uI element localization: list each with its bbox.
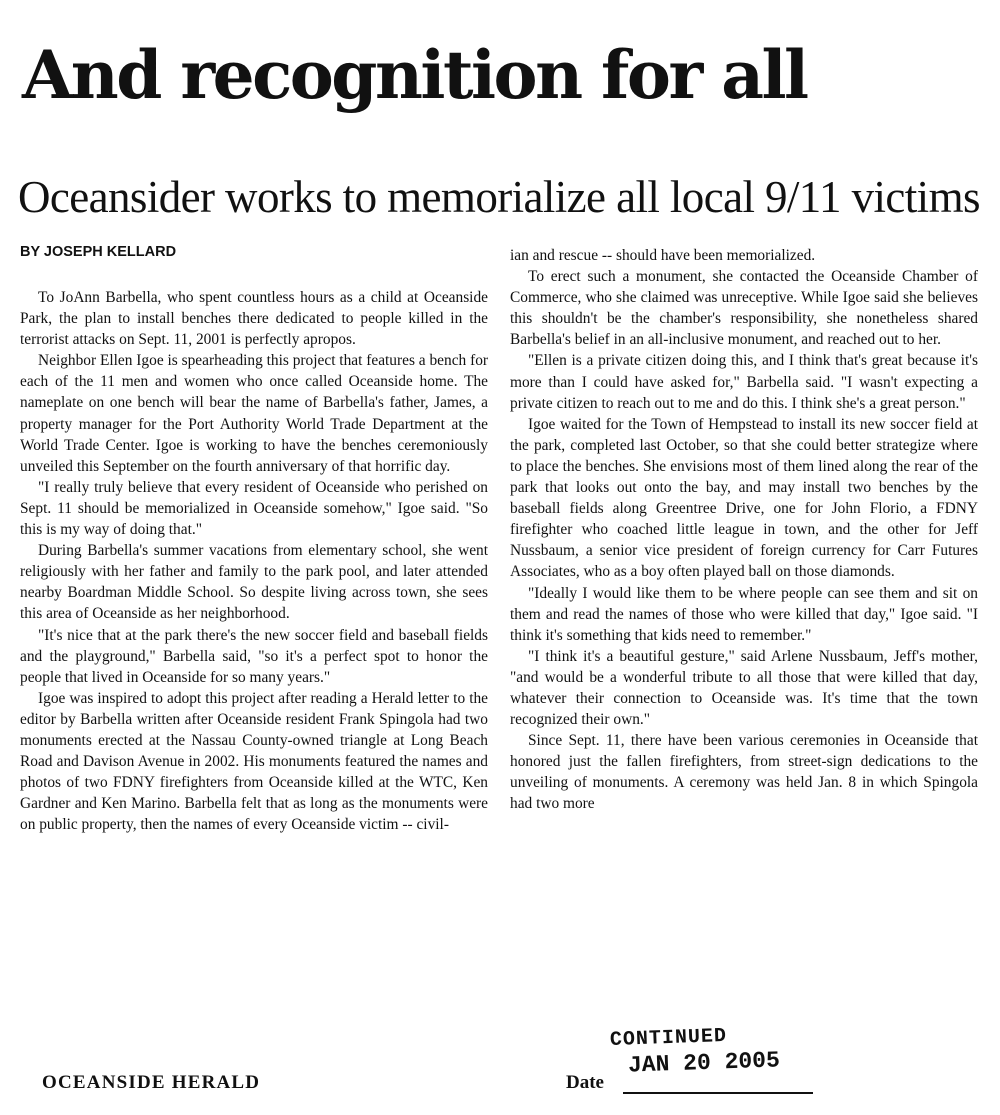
subheadline: Oceansider works to memorialize all local 9/11 victims — [18, 172, 980, 222]
paragraph: "Ellen is a private citizen doing this, and I think that's great because it's more than I could have asked for," Barbella said. "I wasn't expecting a private citizen to reach out to me and do this. I think she's a great person." — [510, 352, 978, 412]
paragraph: Igoe was inspired to adopt this project after reading a Herald letter to the editor by Barbella written after Oceanside resident Frank Spingola had two monuments erected at the Nassau County-owned triangle at Long Beach Road and Davison Avenue in 2002. His monuments featured the names and photos of two FDNY firefighters from Oceanside killed at the WTC, Ken Gardner and Ken Marino. Barbella felt that as long as the monuments were on public property, then the names of every Oceanside victim -- civil- — [20, 689, 488, 834]
paragraph: Neighbor Ellen Igoe is spearheading this project that features a bench for each of the 11 men and women who once called Oceanside home. The nameplate on one bench will bear the name of Barbella's father, James, a property manager for the Port Authority World Trade Department at the World Trade Center. Igoe is working to have the benches ceremoniously unveiled this September on the fourth anniversary of that horrific day. — [20, 352, 489, 475]
article-column-2 — [510, 245, 978, 815]
stamp-date: JAN 20 2005 — [627, 1047, 781, 1079]
date-underline — [623, 1092, 813, 1094]
publication-name: OCEANSIDE HERALD — [42, 1072, 261, 1093]
paragraph: Igoe waited for the Town of Hempstead to install its new soccer field at the park, completed last October, so that she could better strategize where to place the benches. She envisions most of them lined along the rear of the park that looks out onto the bay, and may install two benches by the baseball fields along Greentree Drive, one for John Florio, a FDNY firefighter who coached little league in town, and the other for Jeff Nussbaum, a senior vice president of foreign currency for Carr Futures Associates, who as a boy often played ball on those diamonds. — [510, 415, 978, 581]
paragraph: "I really truly believe that every resident of Oceanside who perished on Sept. 11 should be memorialized in Oceanside somehow," Igoe said. "So this is my way of doing that." — [20, 478, 488, 539]
headline: And recognition for all — [22, 36, 807, 114]
paragraph: During Barbella's summer vacations from elementary school, she went religiously with her father and family to the park pool, and later attended nearby Boardman Middle School. So despite living across town, she sees this area of Oceanside as her neighborhood. — [20, 542, 488, 623]
date-label: Date — [566, 1072, 604, 1093]
paragraph: "Ideally I would like them to be where people can see them and sit on them and read the names of those who were killed that day," Igoe said. "I think it's something that kids need to remember." — [510, 584, 978, 644]
paragraph-continuation: ian and rescue -- should have been memorialized. — [510, 247, 816, 264]
paragraph: "I think it's a beautiful gesture," said Arlene Nussbaum, Jeff's mother, "and would be a wonderful tribute to all those that were killed that day, whatever their connection to Oceanside was. It's time that the town recognized their own." — [510, 647, 978, 729]
article-column-1 — [20, 287, 488, 835]
paragraph: To erect such a monument, she contacted the Oceanside Chamber of Commerce, who she claimed was unreceptive. While Igoe said she believes this shouldn't be the chamber's responsibility, she nonetheless shared Barbella's belief in an all-inclusive monument, and reached out to her. — [510, 268, 978, 349]
paragraph: "It's nice that at the park there's the new soccer field and baseball fields and the playground," Barbella said, "so it's a perfect spot to honor the people that lived in Oceanside for so many years." — [20, 626, 488, 686]
paragraph: Since Sept. 11, there have been various ceremonies in Oceanside that honored just the fallen firefighters, from street-sign dedications to the unveiling of monuments. A ceremony was held Jan. 8 in which Spingola had two more — [510, 732, 978, 813]
paragraph: To JoAnn Barbella, who spent countless hours as a child at Oceanside Park, the plan to install benches there dedicated to people killed in the terrorist attacks on Sept. 11, 2001 is perfectly apropos. — [20, 289, 488, 349]
byline: BY JOSEPH KELLARD — [20, 244, 177, 260]
stamp-label: CONTINUED — [609, 1024, 728, 1053]
